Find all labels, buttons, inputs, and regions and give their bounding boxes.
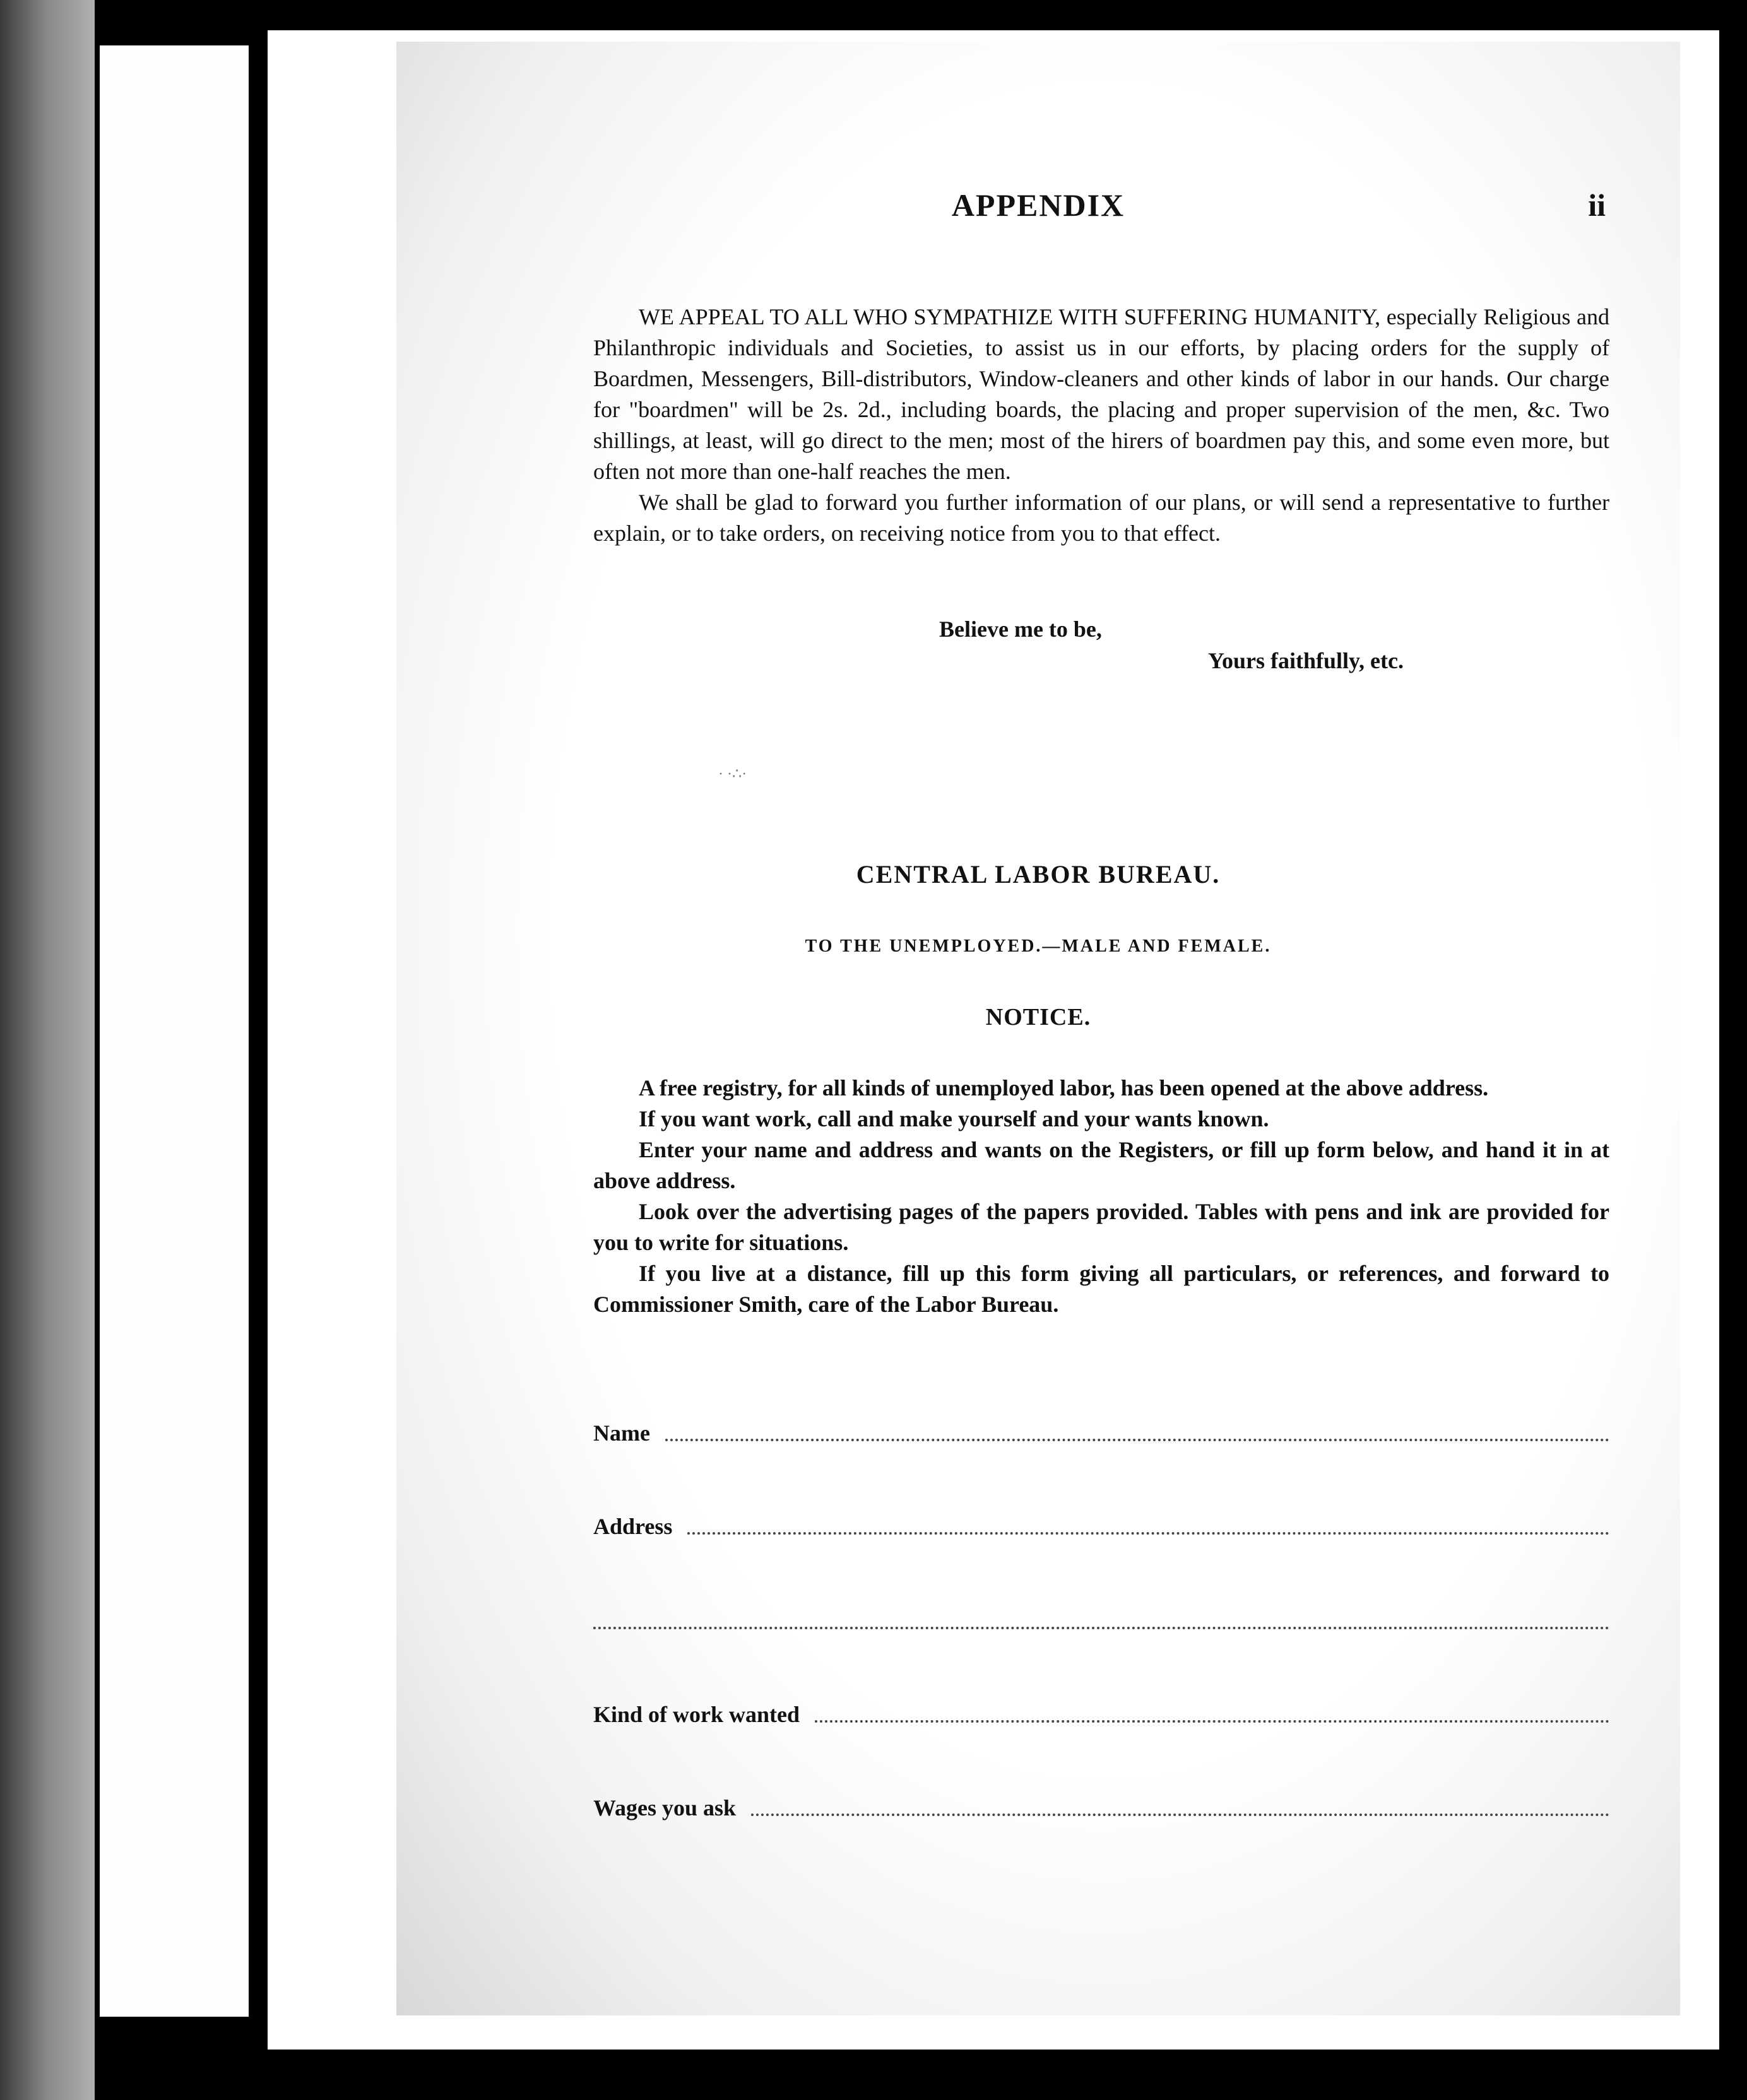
notice-paragraph: A free registry, for all kinds of unemployed labor, has been opened at the above address. xyxy=(639,1075,1489,1100)
page-number: ii xyxy=(1588,187,1606,223)
form-field-address-continued[interactable] xyxy=(593,1603,1609,1634)
form-field-name[interactable] xyxy=(593,1415,1609,1446)
form-label-kind-of-work: Kind of work wanted xyxy=(593,1702,800,1727)
page-header xyxy=(396,187,1680,231)
dotted-line[interactable] xyxy=(593,1627,1609,1629)
dotted-line[interactable] xyxy=(751,1814,1609,1816)
page-title: APPENDIX xyxy=(951,187,1125,223)
closing-signoff: Yours faithfully, etc. xyxy=(1208,648,1404,673)
closing-line: Believe me to be, xyxy=(939,616,1102,642)
notice-paragraph: If you live at a distance, fill up this form giving all particulars, or references, and forward to Commissioner Smith, care of the Labor Bureau. xyxy=(593,1261,1609,1317)
scan-left-margin xyxy=(0,0,95,2100)
ink-smudge: · ·∴· xyxy=(718,766,747,782)
form-label-wages: Wages you ask xyxy=(593,1795,737,1820)
form-field-address[interactable] xyxy=(593,1508,1609,1540)
dotted-line[interactable] xyxy=(687,1532,1609,1535)
document-page xyxy=(396,42,1680,2015)
notice-paragraph: If you want work, call and make yourself and your wants known. xyxy=(639,1106,1269,1131)
appeal-paragraph: We shall be glad to forward you further information of our plans, or will send a representative to further explain, or to take orders, on receiving notice from you to that effect. xyxy=(593,490,1609,546)
page-content xyxy=(396,42,1680,2015)
notice-section xyxy=(593,1073,1609,1320)
appeal-section xyxy=(593,302,1609,549)
notice-paragraph: Enter your name and address and wants on the Registers, or fill up form below, and hand it in at above address. xyxy=(593,1137,1609,1193)
form-field-wages[interactable] xyxy=(593,1790,1609,1821)
form-label-address: Address xyxy=(593,1514,673,1539)
bureau-title: CENTRAL LABOR BUREAU. xyxy=(856,860,1221,888)
form-field-kind-of-work[interactable] xyxy=(593,1696,1609,1728)
scan-blank-strip xyxy=(100,45,249,2017)
form-label-name: Name xyxy=(593,1420,650,1446)
dotted-line[interactable] xyxy=(815,1720,1609,1723)
appeal-paragraph: WE APPEAL TO ALL WHO SYMPATHIZE WITH SUFFERING HUMANITY, especially Religious and Philanthropic individuals and Societies, to assist us in our efforts, by placing orders for the supply of Boardmen, Messengers, Bill-distributors, Window-cleaners and other kinds of labor in our hands. Our charge for "boardmen" will be 2s. 2d., including boards, the placing and proper supervision of the men, &c. Two shillings, at least, will go direct to the men; most of the hirers of boardmen pay this, and some even more, but often not more than one-half reaches the men. xyxy=(593,304,1609,484)
notice-paragraph: Look over the advertising pages of the papers provided. Tables with pens and ink are provided for you to write for situations. xyxy=(593,1199,1609,1255)
dotted-line[interactable] xyxy=(665,1439,1609,1441)
bureau-subtitle: TO THE UNEMPLOYED.—MALE AND FEMALE. xyxy=(805,936,1272,956)
notice-title: NOTICE. xyxy=(985,1004,1091,1030)
